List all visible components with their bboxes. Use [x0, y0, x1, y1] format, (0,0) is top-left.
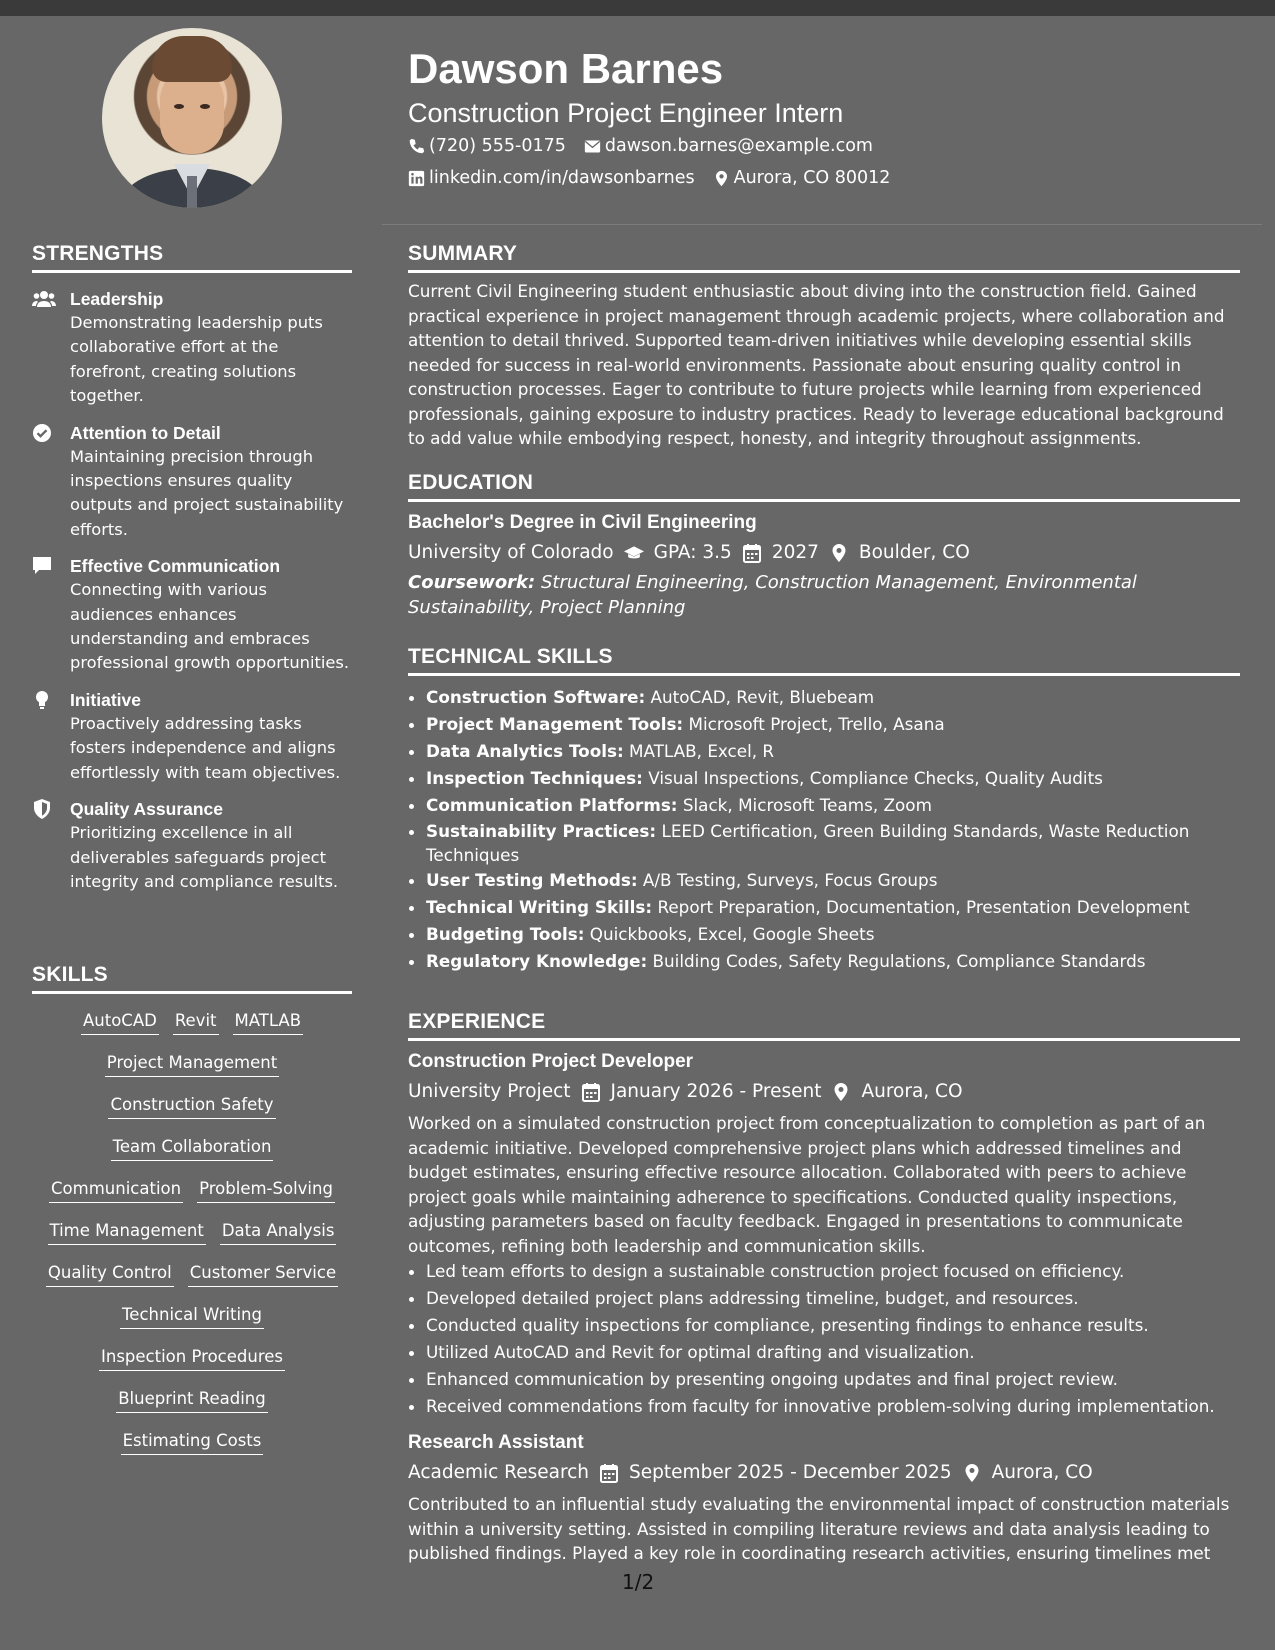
header-divider: [382, 224, 1262, 225]
strength-title: Attention to Detail: [70, 422, 221, 443]
school-location: Boulder, CO: [858, 542, 970, 563]
phone-text: (720) 555-0175: [429, 136, 566, 156]
skills-section: [32, 963, 352, 1455]
skill-tag: Revit: [173, 1008, 219, 1035]
candidate-name: Dawson Barnes: [408, 45, 724, 92]
job-location: Aurora, CO: [861, 1081, 963, 1102]
map-pin-icon: [829, 543, 849, 563]
list-item: • Utilized AutoCAD and Revit for optimal drafting and visualization.: [426, 1339, 1240, 1366]
gpa-text: GPA: 3.5: [653, 542, 732, 563]
job-description: Contributed to an influential study evaluating the environmental impact of construction materials within a university setting. Assisted in compiling literature reviews and data analysis leading to published findings. Played a key role in coordinating research activities, ensuring timelines met: [408, 1494, 1230, 1563]
map-pin-icon: [713, 170, 730, 187]
strength-desc: Demonstrating leadership puts collaborative effort at the forefront, creating solutions together.: [70, 313, 323, 406]
strengths-section: [32, 242, 352, 894]
summary-heading: SUMMARY: [408, 242, 1240, 273]
envelope-icon: [584, 138, 601, 155]
skill-tag: Construction Safety: [108, 1092, 275, 1119]
skill-tag: Technical Writing: [120, 1302, 264, 1329]
technical-skills-list: [408, 684, 1240, 975]
skill-tag: Quality Control: [46, 1260, 174, 1287]
shield-icon: [32, 799, 56, 819]
linkedin-text: linkedin.com/in/dawsonbarnes: [429, 168, 695, 188]
list-item: • Regulatory Knowledge: Building Codes, Safety Regulations, Compliance Standards: [426, 948, 1240, 975]
comment-icon: [32, 556, 56, 576]
phone-contact: [408, 134, 566, 158]
education-meta: [408, 540, 1240, 566]
list-item: • Received commendations from faculty for innovative problem-solving during implementation.: [426, 1393, 1240, 1420]
strength-title: Initiative: [70, 689, 141, 710]
list-item: • Technical Writing Skills: Report Preparation, Documentation, Presentation Development: [426, 894, 1240, 921]
profile-photo: [102, 28, 282, 208]
skill-tag: AutoCAD: [81, 1008, 159, 1035]
calendar-icon: [742, 543, 762, 563]
linkedin-contact[interactable]: [408, 166, 695, 190]
strength-item: [32, 287, 352, 409]
list-item: • Conducted quality inspections for compliance, presenting findings to enhance results.: [426, 1312, 1240, 1339]
phone-icon: [408, 138, 425, 155]
summary-text: Current Civil Engineering student enthusiastic about diving into the construction field. Gained practical experience in project management through academic projects, where collaboration and attention to detail thrived. Supported team-driven initiatives while developing essential skills needed for success in real-world environments. Passionate about ensuring quality control in construction processes. Eager to contribute to future projects while learning from experienced professionals, gaining exposure to industry practices. Ready to leverage educational background to add value while embodying respect, honesty, and integrity throughout assignments.: [408, 281, 1225, 448]
list-item: • Enhanced communication by presenting ongoing updates and final project review.: [426, 1366, 1240, 1393]
strength-item: [32, 797, 352, 894]
skill-tag: Customer Service: [188, 1260, 338, 1287]
list-item: • User Testing Methods: A/B Testing, Surveys, Focus Groups: [426, 867, 1240, 894]
job-bullets: [408, 1258, 1240, 1420]
candidate-title: Construction Project Engineer Intern: [408, 98, 844, 128]
job-dates: January 2026 - Present: [610, 1081, 822, 1102]
education-section: [408, 471, 1240, 620]
linkedin-icon: [408, 170, 425, 187]
list-item: • Sustainability Practices: LEED Certification, Green Building Standards, Waste Reduction Techniques: [426, 819, 1240, 867]
list-item: • Inspection Techniques: Visual Inspections, Compliance Checks, Quality Audits: [426, 765, 1240, 792]
top-bar: [0, 0, 1275, 16]
skill-tag: Problem-Solving: [197, 1176, 335, 1203]
contact-row: [408, 134, 873, 158]
list-item: • Developed detailed project plans addressing timeline, budget, and resources.: [426, 1285, 1240, 1312]
technical-skills-heading: TECHNICAL SKILLS: [408, 645, 1240, 676]
skill-tag: Estimating Costs: [121, 1428, 264, 1455]
strengths-heading: STRENGTHS: [32, 242, 352, 273]
job-location: Aurora, CO: [991, 1462, 1093, 1483]
strength-desc: Maintaining precision through inspections ensures quality outputs and project sustainability efforts.: [70, 446, 344, 539]
page-number: 1/2: [622, 1570, 655, 1594]
list-item: • Budgeting Tools: Quickbooks, Excel, Google Sheets: [426, 921, 1240, 948]
coursework-label: Coursework:: [408, 572, 536, 593]
lightbulb-icon: [32, 690, 56, 710]
list-item: • Led team efforts to design a sustainable construction project focused on efficiency.: [426, 1258, 1240, 1285]
strength-desc: Prioritizing excellence in all deliverables safeguards project integrity and compliance results.: [70, 823, 339, 891]
technical-skills-section: [408, 645, 1240, 975]
strength-title: Effective Communication: [70, 556, 281, 577]
skill-tag: Data Analysis: [220, 1218, 337, 1245]
users-icon: [32, 289, 56, 309]
job-org: Academic Research: [408, 1462, 590, 1483]
calendar-icon: [599, 1463, 619, 1483]
skill-tag: Time Management: [48, 1218, 206, 1245]
degree-title: Bachelor's Degree in Civil Engineering: [408, 512, 757, 533]
education-heading: EDUCATION: [408, 471, 1240, 502]
email-contact[interactable]: [584, 134, 873, 158]
strength-desc: Connecting with various audiences enhances understanding and embraces professional growth opportunities.: [70, 580, 350, 673]
strength-item: [32, 688, 352, 785]
coursework: [408, 570, 1240, 620]
map-pin-icon: [962, 1463, 982, 1483]
graduation-cap-icon: [624, 543, 644, 563]
skill-tag: Blueprint Reading: [116, 1386, 268, 1413]
skill-tag: Inspection Procedures: [99, 1344, 285, 1371]
summary-section: [408, 242, 1240, 451]
strength-item: [32, 421, 352, 543]
list-item: • Data Analytics Tools: MATLAB, Excel, R: [426, 738, 1240, 765]
job-title: Construction Project Developer: [408, 1051, 694, 1072]
email-text: dawson.barnes@example.com: [604, 136, 873, 156]
coursework-list: Structural Engineering, Construction Management, Environmental Sustainability, Project Planning: [408, 572, 1137, 618]
skill-tag: MATLAB: [233, 1008, 304, 1035]
check-circle-icon: [32, 423, 56, 443]
job-meta: [408, 1460, 1240, 1486]
job-org: University Project: [408, 1081, 571, 1102]
contact-row: [408, 166, 890, 190]
job-description: Worked on a simulated construction project from conceptualization to completion as part of an academic initiative. Developed comprehensive project plans which addressed timelines and budget estimates, ensuring effective resource allocation. Collaborated with peers to achieve project goals while maintaining adherence to specifications. Conducted quality inspections, adjusting parameters based on faculty feedback. Engaged in presentations to communicate outcomes, refining both leadership and communication skills.: [408, 1113, 1206, 1256]
skill-tag: Communication: [49, 1176, 183, 1203]
job-meta: [408, 1079, 1240, 1105]
strength-desc: Proactively addressing tasks fosters independence and aligns effortlessly with team objectives.: [70, 713, 341, 782]
location-text: Aurora, CO 80012: [733, 168, 891, 188]
list-item: • Construction Software: AutoCAD, Revit, Bluebeam: [426, 684, 1240, 711]
school-name: University of Colorado: [408, 542, 614, 563]
job-title: Research Assistant: [408, 1432, 584, 1453]
grad-year: 2027: [771, 542, 819, 563]
experience-heading: EXPERIENCE: [408, 1010, 1240, 1041]
experience-section: [408, 1010, 1240, 1566]
location-contact: [713, 166, 891, 190]
strength-item: [32, 554, 352, 676]
strength-title: Quality Assurance: [70, 799, 224, 820]
strength-title: Leadership: [70, 289, 164, 309]
list-item: • Communication Platforms: Slack, Microsoft Teams, Zoom: [426, 792, 1240, 819]
skill-tag: Team Collaboration: [111, 1134, 274, 1161]
calendar-icon: [581, 1082, 601, 1102]
job-dates: September 2025 - December 2025: [629, 1462, 952, 1483]
skill-tag: Project Management: [105, 1050, 279, 1077]
map-pin-icon: [831, 1082, 851, 1102]
skills-heading: SKILLS: [32, 963, 352, 994]
list-item: • Project Management Tools: Microsoft Project, Trello, Asana: [426, 711, 1240, 738]
